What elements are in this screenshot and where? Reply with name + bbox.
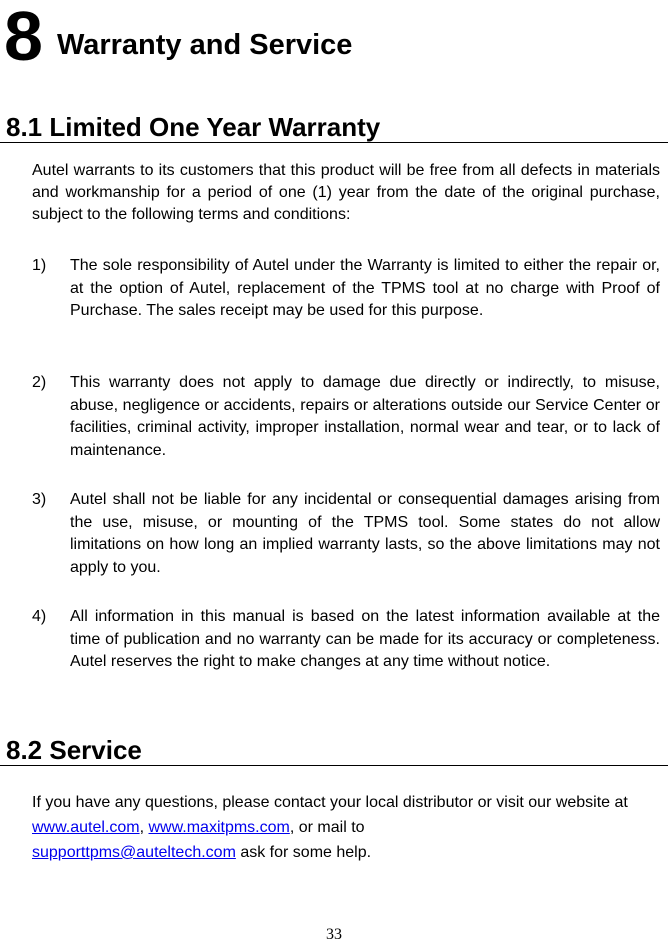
list-item xyxy=(32,606,660,674)
support-email-link[interactable]: supporttpms@auteltech.com xyxy=(32,844,236,861)
maxitpms-website-link[interactable]: www.maxitpms.com xyxy=(148,819,290,836)
page-number: 33 xyxy=(326,926,342,943)
list-item xyxy=(32,372,660,462)
section-heading-service: 8.2 Service xyxy=(0,735,668,766)
list-item-text: This warranty does not apply to damage due directly or indirectly, to misuse, abuse, negligence or accidents, repairs or alterations outside our Service Center or facilities, criminal activity, improper installation, normal wear and tear, or to lack of maintenance. xyxy=(70,374,660,459)
list-item-number: 3) xyxy=(32,491,47,508)
list-item-number: 1) xyxy=(32,257,47,274)
chapter-number: 8 xyxy=(4,0,43,75)
list-item-number: 2) xyxy=(32,374,47,391)
service-text-intro: If you have any questions, please contact your local distributor or visit our website at xyxy=(32,794,628,811)
list-item-text: Autel shall not be liable for any incidental or consequential damages arising from the use, misuse, or mounting of the TPMS tool. Some states do not allow limitations on how long an implied warranty lasts, so the above limitations may not apply to you. xyxy=(70,491,660,576)
service-separator: , xyxy=(139,819,149,836)
section-heading-warranty: 8.1 Limited One Year Warranty xyxy=(0,112,668,143)
service-paragraph xyxy=(32,790,660,865)
chapter-header xyxy=(4,0,353,75)
chapter-title: Warranty and Service xyxy=(56,29,353,61)
service-text-end: ask for some help. xyxy=(235,844,372,861)
list-item xyxy=(32,255,660,323)
service-text-mid: , or mail to xyxy=(289,819,365,836)
autel-website-link[interactable]: www.autel.com xyxy=(32,819,140,836)
list-item-text: The sole responsibility of Autel under the Warranty is limited to either the repair or, at the option of Autel, replacement of the TPMS tool at no charge with Proof of Purchase. The sales receipt may be used for this purpose. xyxy=(70,257,660,319)
list-item-text: All information in this manual is based on the latest information available at the time of publication and no warranty can be made for its accuracy or completeness. Autel reserves the right to make changes at any time without notice. xyxy=(70,608,660,670)
warranty-intro: Autel warrants to its customers that this product will be free from all defects in materials and workmanship for a period of one (1) year from the date of the original purchase, subject to the following terms and conditions: xyxy=(32,162,660,223)
list-item-number: 4) xyxy=(32,608,47,625)
list-item xyxy=(32,489,660,579)
